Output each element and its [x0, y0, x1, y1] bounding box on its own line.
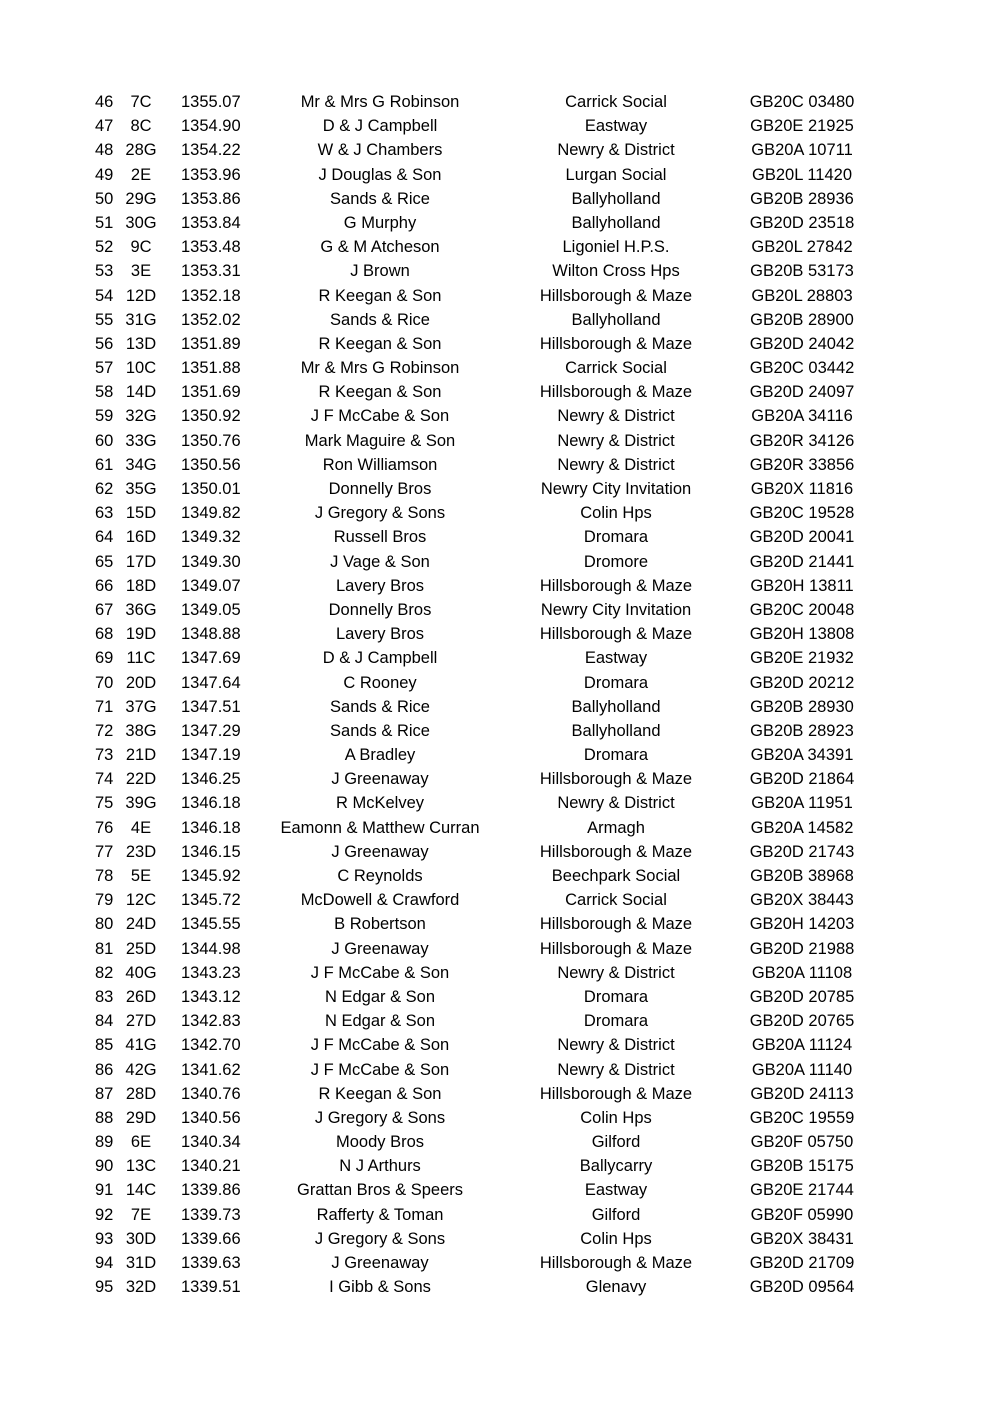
position-cell: 54 [95, 286, 114, 305]
velocity-cell: 1347.64 [181, 673, 241, 692]
position-cell: 94 [95, 1254, 114, 1272]
velocity-cell: 1351.89 [181, 334, 241, 353]
table-row: 71 37G 1347.51 Sands & Rice Ballyholland GB20B 28930 [0, 695, 993, 719]
table-row: 93 30D 1339.66 J Gregory & Sons Colin Hps GB20X 38431 [0, 1227, 993, 1251]
table-row: 60 33G 1350.76 Mark Maguire & Son Newry & District GB20R 34126 [0, 429, 993, 453]
table-row: 75 39G 1346.18 R McKelvey Newry & District GB20A 11951 [0, 791, 993, 815]
position-cell: 82 [95, 963, 114, 982]
table-row: 94 31D 1339.63 J Greenaway Hillsborough & Maze GB20D 21709 [0, 1251, 993, 1275]
table-row: 69 11C 1347.69 D & J Campbell Eastway GB20E 21932 [0, 646, 993, 670]
table-row: 58 14D 1351.69 R Keegan & Son Hillsborough & Maze GB20D 24097 [0, 380, 993, 404]
velocity-cell: 1350.01 [181, 480, 241, 498]
velocity-cell: 1339.73 [181, 1205, 241, 1224]
velocity-cell: 1352.18 [181, 286, 241, 305]
table-row: 61 34G 1350.56 Ron Williamson Newry & District GB20R 33856 [0, 453, 993, 477]
table-row: 68 19D 1348.88 Lavery Bros Hillsborough & Maze GB20H 13808 [0, 622, 993, 646]
table-row: 90 13C 1340.21 N J Arthurs Ballycarry GB20B 15175 [0, 1154, 993, 1178]
table-row: 67 36G 1349.05 Donnelly Bros Newry City Invitation GB20C 20048 [0, 598, 993, 622]
velocity-cell: 1353.86 [181, 189, 241, 208]
table-row: 53 3E 1353.31 J Brown Wilton Cross Hps GB20B 53173 [0, 259, 993, 283]
position-cell: 63 [95, 504, 114, 523]
position-cell: 79 [95, 891, 114, 910]
velocity-cell: 1354.22 [181, 141, 241, 160]
velocity-cell: 1339.63 [181, 1254, 241, 1272]
position-cell: 52 [95, 238, 114, 257]
table-row: 66 18D 1349.07 Lavery Bros Hillsborough & Maze GB20H 13811 [0, 574, 993, 598]
table-row: 65 17D 1349.30 J Vage & Son Dromore GB20D 21441 [0, 550, 993, 574]
position-cell: 69 [95, 649, 114, 668]
velocity-cell: 1348.88 [181, 625, 241, 644]
velocity-cell: 1345.55 [181, 915, 241, 934]
table-row: 87 28D 1340.76 R Keegan & Son Hillsborough & Maze GB20D 24113 [0, 1082, 993, 1106]
position-cell: 88 [95, 1108, 114, 1127]
table-row: 84 27D 1342.83 N Edgar & Son Dromara GB20D 20765 [0, 1009, 993, 1033]
velocity-cell: 1347.19 [181, 746, 241, 765]
position-cell: 86 [95, 1060, 114, 1079]
position-cell: 47 [95, 117, 114, 136]
velocity-cell: 1347.51 [181, 697, 241, 716]
position-cell: 75 [95, 794, 114, 813]
position-cell: 57 [95, 359, 114, 378]
position-cell: 50 [95, 189, 114, 208]
position-cell: 65 [95, 552, 114, 571]
table-row: 72 38G 1347.29 Sands & Rice Ballyholland GB20B 28923 [0, 719, 993, 743]
velocity-cell: 1339.86 [181, 1181, 241, 1200]
velocity-cell: 1349.32 [181, 528, 241, 547]
velocity-cell: 1346.18 [181, 794, 241, 813]
velocity-cell: 1346.18 [181, 818, 241, 837]
velocity-cell: 1350.92 [181, 407, 241, 426]
velocity-cell: 1349.05 [181, 600, 241, 619]
velocity-cell: 1341.62 [181, 1060, 241, 1079]
table-row: 78 5E 1345.92 C Reynolds Beechpark Social GB20B 38968 [0, 864, 993, 888]
table-row: 59 32G 1350.92 J F McCabe & Son Newry & District GB20A 34116 [0, 404, 993, 428]
position-cell: 56 [95, 334, 114, 353]
table-row: 63 15D 1349.82 J Gregory & Sons Colin Hps GB20C 19528 [0, 501, 993, 525]
velocity-cell: 1339.51 [181, 1278, 241, 1297]
position-cell: 67 [95, 600, 114, 619]
position-cell: 58 [95, 383, 114, 402]
position-cell: 93 [95, 1229, 114, 1248]
table-row: 89 6E 1340.34 Moody Bros Gilford GB20F 05750 [0, 1130, 993, 1154]
table-row: 50 29G 1353.86 Sands & Rice Ballyholland GB20B 28936 [0, 187, 993, 211]
velocity-cell: 1351.88 [181, 359, 241, 378]
table-row: 85 41G 1342.70 J F McCabe & Son Newry & District GB20A 11124 [0, 1033, 993, 1057]
table-row: 81 25D 1344.98 J Greenaway Hillsborough & Maze GB20D 21988 [0, 937, 993, 961]
position-cell: 51 [95, 213, 114, 232]
velocity-cell: 1346.25 [181, 770, 241, 789]
position-cell: 60 [95, 431, 114, 450]
table-row: 52 9C 1353.48 G & M Atcheson Ligoniel H.P.S. GB20L 27842 [0, 235, 993, 259]
velocity-cell: 1342.83 [181, 1012, 241, 1031]
table-row: 57 10C 1351.88 Mr & Mrs G Robinson Carrick Social GB20C 03442 [0, 356, 993, 380]
table-row: 77 23D 1346.15 J Greenaway Hillsborough & Maze GB20D 21743 [0, 840, 993, 864]
position-cell: 62 [95, 480, 114, 498]
position-cell: 81 [95, 939, 114, 958]
velocity-cell: 1342.70 [181, 1036, 241, 1055]
table-row: 64 16D 1349.32 Russell Bros Dromara GB20D 20041 [0, 525, 993, 549]
position-cell: 78 [95, 867, 114, 885]
velocity-cell: 1345.92 [181, 867, 241, 885]
position-cell: 74 [95, 770, 114, 789]
velocity-cell: 1351.69 [181, 383, 241, 402]
table-row: 46 7C 1355.07 Mr & Mrs G Robinson Carrick Social GB20C 03480 [0, 90, 993, 114]
table-row: 76 4E 1346.18 Eamonn & Matthew Curran Armagh GB20A 14582 [0, 816, 993, 840]
table-row: 48 28G 1354.22 W & J Chambers Newry & District GB20A 10711 [0, 138, 993, 162]
velocity-cell: 1340.21 [181, 1157, 241, 1176]
velocity-cell: 1347.69 [181, 649, 241, 668]
position-cell: 61 [95, 455, 114, 474]
velocity-cell: 1353.96 [181, 165, 241, 184]
table-row: 70 20D 1347.64 C Rooney Dromara GB20D 20212 [0, 671, 993, 695]
table-row: 86 42G 1341.62 J F McCabe & Son Newry & District GB20A 11140 [0, 1058, 993, 1082]
position-cell: 76 [95, 818, 114, 837]
position-cell: 48 [95, 141, 114, 160]
table-row: 54 12D 1352.18 R Keegan & Son Hillsborough & Maze GB20L 28803 [0, 284, 993, 308]
position-cell: 59 [95, 407, 114, 426]
table-row: 95 32D 1339.51 I Gibb & Sons Glenavy GB20D 09564 [0, 1275, 993, 1299]
velocity-cell: 1353.48 [181, 238, 241, 257]
position-cell: 49 [95, 165, 114, 184]
table-row: 79 12C 1345.72 McDowell & Crawford Carrick Social GB20X 38443 [0, 888, 993, 912]
velocity-cell: 1350.76 [181, 431, 241, 450]
velocity-cell: 1349.82 [181, 504, 241, 523]
velocity-cell: 1340.56 [181, 1108, 241, 1127]
position-cell: 90 [95, 1157, 114, 1176]
velocity-cell: 1353.31 [181, 262, 241, 281]
table-row: 49 2E 1353.96 J Douglas & Son Lurgan Social GB20L 11420 [0, 163, 993, 187]
position-cell: 92 [95, 1205, 114, 1224]
velocity-cell: 1346.15 [181, 842, 241, 861]
table-row: 56 13D 1351.89 R Keegan & Son Hillsborough & Maze GB20D 24042 [0, 332, 993, 356]
position-cell: 73 [95, 746, 114, 765]
velocity-cell: 1340.76 [181, 1084, 241, 1103]
position-cell: 68 [95, 625, 114, 644]
table-row: 80 24D 1345.55 B Robertson Hillsborough & Maze GB20H 14203 [0, 912, 993, 936]
position-cell: 70 [95, 673, 114, 692]
table-row: 88 29D 1340.56 J Gregory & Sons Colin Hps GB20C 19559 [0, 1106, 993, 1130]
position-cell: 64 [95, 528, 114, 547]
position-cell: 55 [95, 310, 114, 329]
table-row: 74 22D 1346.25 J Greenaway Hillsborough & Maze GB20D 21864 [0, 767, 993, 791]
table-row: 55 31G 1352.02 Sands & Rice Ballyholland GB20B 28900 [0, 308, 993, 332]
velocity-cell: 1350.56 [181, 455, 241, 474]
velocity-cell: 1344.98 [181, 939, 241, 958]
position-cell: 87 [95, 1084, 114, 1103]
results-table [0, 90, 993, 1299]
table-row: 73 21D 1347.19 A Bradley Dromara GB20A 34391 [0, 743, 993, 767]
velocity-cell: 1352.02 [181, 310, 241, 329]
table-row: 51 30G 1353.84 G Murphy Ballyholland GB20D 23518 [0, 211, 993, 235]
table-row: 92 7E 1339.73 Rafferty & Toman Gilford GB20F 05990 [0, 1203, 993, 1227]
velocity-cell: 1339.66 [181, 1229, 241, 1248]
velocity-cell: 1349.07 [181, 576, 241, 595]
velocity-cell: 1349.30 [181, 552, 241, 571]
position-cell: 83 [95, 987, 114, 1006]
position-cell: 66 [95, 576, 114, 595]
position-cell: 91 [95, 1181, 114, 1200]
position-cell: 95 [95, 1278, 114, 1297]
position-cell: 80 [95, 915, 114, 934]
position-cell: 72 [95, 721, 114, 740]
position-cell: 46 [95, 93, 114, 111]
position-cell: 84 [95, 1012, 114, 1031]
position-cell: 85 [95, 1036, 114, 1055]
table-row: 83 26D 1343.12 N Edgar & Son Dromara GB20D 20785 [0, 985, 993, 1009]
position-cell: 77 [95, 842, 114, 861]
table-row: 82 40G 1343.23 J F McCabe & Son Newry & District GB20A 11108 [0, 961, 993, 985]
velocity-cell: 1353.84 [181, 213, 241, 232]
velocity-cell: 1343.23 [181, 963, 241, 982]
position-cell: 71 [95, 697, 114, 716]
position-cell: 89 [95, 1133, 114, 1152]
velocity-cell: 1343.12 [181, 987, 241, 1006]
velocity-cell: 1340.34 [181, 1133, 241, 1152]
table-row: 62 35G 1350.01 Donnelly Bros Newry City Invitation GB20X 11816 [0, 477, 993, 501]
table-row: 47 8C 1354.90 D & J Campbell Eastway GB20E 21925 [0, 114, 993, 138]
velocity-cell: 1347.29 [181, 721, 241, 740]
velocity-cell: 1355.07 [181, 93, 241, 111]
velocity-cell: 1345.72 [181, 891, 241, 910]
table-row: 91 14C 1339.86 Grattan Bros & Speers Eastway GB20E 21744 [0, 1178, 993, 1202]
velocity-cell: 1354.90 [181, 117, 241, 136]
position-cell: 53 [95, 262, 114, 281]
